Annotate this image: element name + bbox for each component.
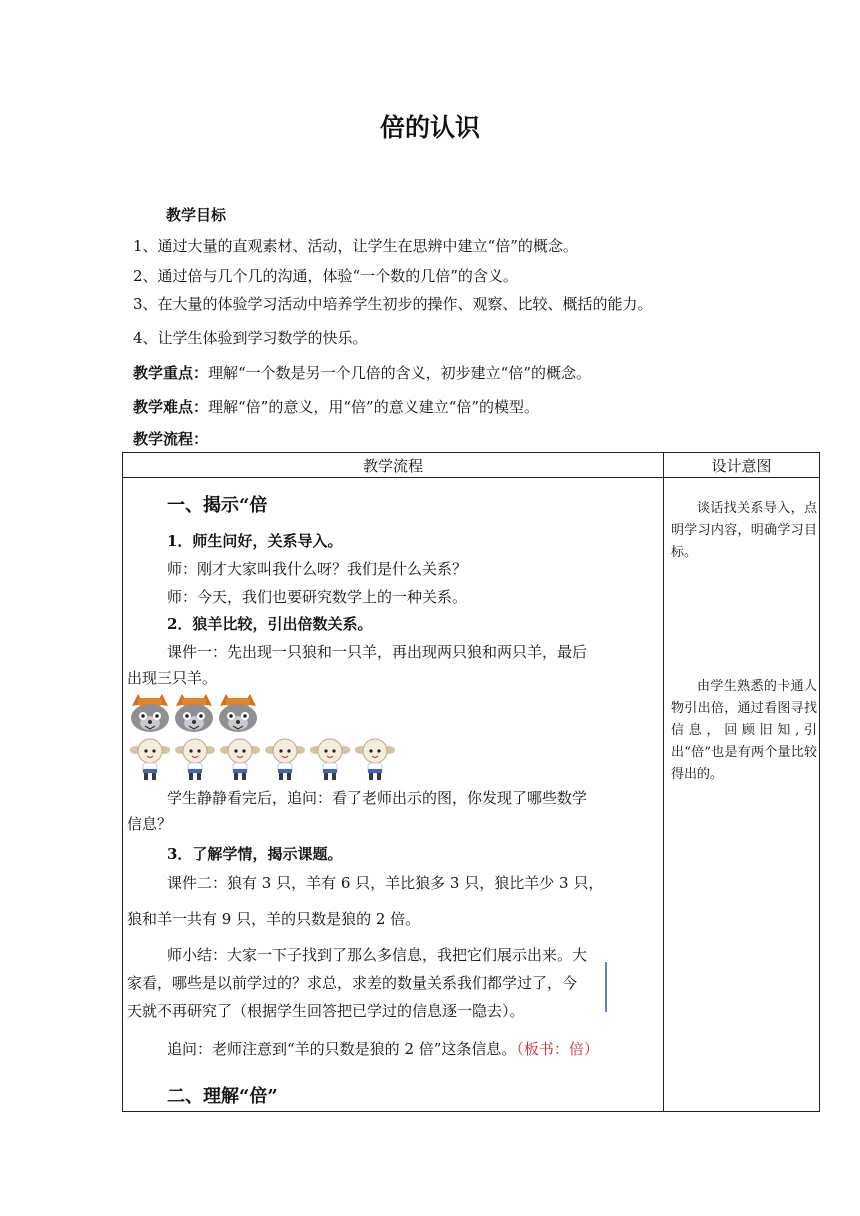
sheep-5 (310, 739, 350, 780)
sheep-1 (130, 739, 170, 780)
step-1: 1．师生问好，关系导入。 (167, 532, 343, 550)
teacher-line-2: 师：今天，我们也要研究数学上的一种关系。 (167, 588, 468, 606)
difficulty (133, 396, 539, 417)
key-point-label: 教学重点： (133, 364, 209, 382)
process-label: 教学流程： (133, 430, 209, 448)
followup-line (167, 1038, 599, 1059)
courseware-2-line-2: 狼和羊一共有 9 只，羊的只数是狼的 2 倍。 (127, 910, 421, 928)
step-2: 2．狼羊比较，引出倍数关系。 (167, 615, 373, 633)
wolves-illustration (128, 692, 263, 734)
difficulty-text: 理解“倍”的意义，用“倍”的意义建立“倍”的模型。 (208, 398, 540, 416)
summary-line-2: 家看，哪些是以前学过的？求总，求差的数量关系我们都学过了，今 (127, 974, 578, 992)
header-intent: 设计意图 (664, 453, 820, 478)
intent-cell (664, 478, 820, 1112)
board-note: （板书：倍） (516, 1040, 599, 1058)
wolf-3 (219, 694, 257, 732)
page-title: 倍的认识 (379, 113, 480, 142)
difficulty-label: 教学难点： (133, 398, 209, 416)
followup-text: 追问：老师注意到“羊的只数是狼的 2 倍”这条信息。 (167, 1040, 517, 1058)
objective-4: 4、让学生体验到学习数学的快乐。 (133, 329, 368, 347)
courseware-1-line-1: 课件一：先出现一只狼和一只羊，再出现两只狼和两只羊，最后 (167, 643, 588, 661)
courseware-1-line-2: 出现三只羊。 (127, 669, 218, 687)
key-point (133, 362, 591, 383)
header-process: 教学流程 (123, 453, 664, 478)
process-table (122, 452, 820, 1112)
objective-1: 1、通过大量的直观素材、活动，让学生在思辨中建立“倍”的概念。 (133, 237, 578, 255)
sheep-pictures (128, 738, 400, 782)
section-1-title: 一、揭示“倍 (167, 495, 268, 516)
objective-3: 3、在大量的体验学习活动中培养学生初步的操作、观察、比较、概括的能力。 (133, 295, 653, 313)
wolf-pictures (128, 692, 263, 734)
intent-note-2: 由学生熟悉的卡通人物引出倍，通过看图寻找信息，回顾旧知,引出“倍”也是有两个量比较得出的。 (671, 679, 817, 782)
teacher-line-1: 师：刚才大家叫我什么呀？我们是什么关系？ (167, 560, 468, 578)
intent-note-1: 谈话找关系导入，点明学习内容，明确学习目标。 (671, 501, 817, 560)
wolf-2 (175, 694, 213, 732)
summary-line-3: 天就不再研究了（根据学生回答把已学过的信息逐一隐去）。 (127, 1002, 525, 1020)
summary-line-1: 师小结：大家一下子找到了那么多信息，我把它们展示出来。大 (167, 946, 588, 964)
objectives-heading: 教学目标 (166, 206, 227, 224)
question-line-2: 信息？ (127, 815, 173, 833)
sheep-4 (265, 739, 305, 780)
question-line-1: 学生静静看完后，追问：看了老师出示的图，你发现了哪些数学 (167, 789, 588, 807)
objective-2: 2、通过倍与几个几的沟通，体验“一个数的几倍”的含义。 (133, 267, 518, 285)
courseware-2-line-1: 课件二：狼有 3 只，羊有 6 只，羊比狼多 3 只，狼比羊少 3 只， (167, 874, 604, 892)
key-point-text: 理解“一个数是另一个几倍的含义，初步建立“倍”的概念。 (208, 364, 592, 382)
sheep-2 (175, 739, 215, 780)
sheep-illustration (128, 738, 400, 782)
wolf-1 (131, 694, 169, 732)
text-cursor (605, 962, 607, 1012)
section-2-title: 二、理解“倍” (167, 1086, 278, 1107)
step-3: 3．了解学情，揭示课题。 (167, 845, 343, 863)
sheep-3 (220, 739, 260, 780)
sheep-6 (355, 739, 395, 780)
process-cell (123, 478, 664, 1112)
